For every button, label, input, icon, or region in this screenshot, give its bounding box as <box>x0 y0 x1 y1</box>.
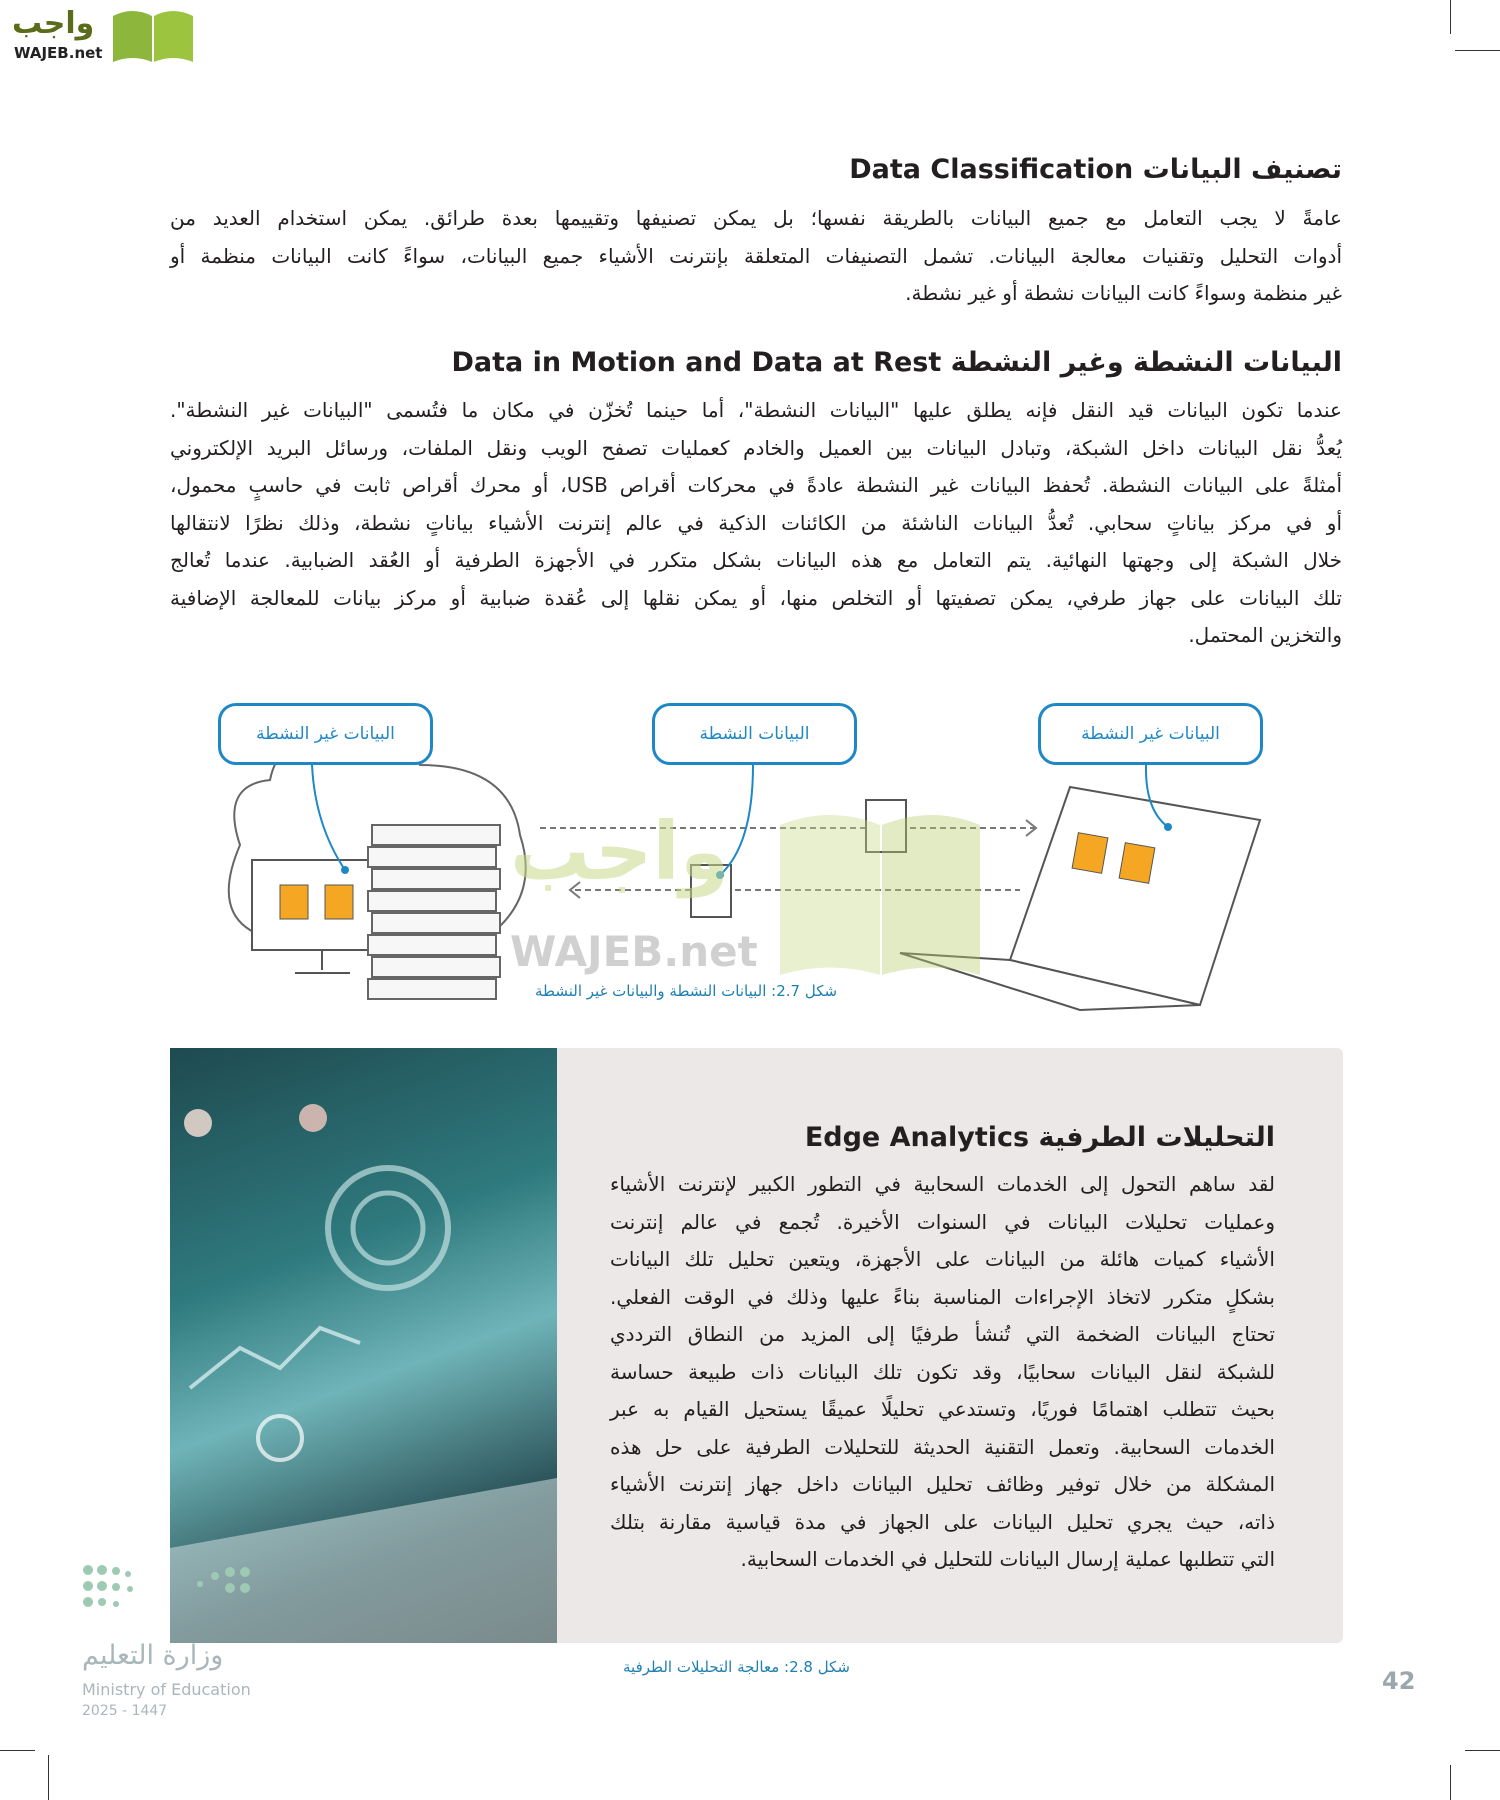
crop-mark <box>48 1755 49 1800</box>
logo-latin: WAJEB.net <box>14 44 103 62</box>
text-line: وعمليات تحليلات البيانات في السنوات الأخيرة. تُجمع في عالم إنترنت <box>610 1209 1275 1234</box>
book-icon <box>108 4 198 66</box>
text-line: بشكلٍ متكرر لاتخاذ الإجراءات المناسبة بناءً عليها وذلك في الوقت الفعلي. <box>610 1284 1275 1309</box>
paragraph-edge-analytics <box>610 1166 1275 1579</box>
crop-mark <box>1465 1750 1500 1751</box>
text-line: المشكلة من خلال توفير وظائف تحليل البيانات داخل جهاز إنترنت الأشياء <box>610 1472 1275 1496</box>
text-line: أو في مركز بياناتٍ سحابي. تُعدُّ البيانات الناشئة من الكائنات الذكية في عالم إنترنت الأشياء بياناتٍ نشطة، وذلك نظرًا لانتقالها <box>170 510 1342 535</box>
academic-year: 2025 - 1447 <box>82 1703 168 1719</box>
edge-analytics-image <box>170 1048 557 1643</box>
text-line: الخدمات السحابية. وتعمل التقنية الحديثة للتحليلات الطرفية على حل هذه <box>610 1434 1275 1459</box>
ministry-arabic-name: وزارة التعليم <box>82 1640 224 1671</box>
text-line: تحتاج البيانات الضخمة التي تُنشأ طرفيًا إلى المزيد من النطاق الترددي <box>610 1322 1275 1346</box>
text-line: أدوات التحليل وتقنيات معالجة البيانات. تشمل التصنيفات المتعلقة بإنترنت الأشياء جميع البيانات، سواءً كانت البيانات منظمة أو <box>170 243 1342 268</box>
text-line: الأشياء كميات هائلة من البيانات على الأجهزة، ويتعين تحليل تلك البيانات <box>610 1247 1275 1271</box>
text-line: لقد ساهم التحول إلى الخدمات السحابية في التطور الكبير لإنترنت الأشياء <box>610 1172 1275 1196</box>
text-line: للشبكة لنقل البيانات سحابيًا، وقد تكون تلك البيانات ذات طبيعة حساسة <box>610 1359 1275 1384</box>
page-number: 42 <box>1382 1667 1416 1695</box>
wajeb-logo[interactable] <box>10 4 190 66</box>
laptop-hands-illustration <box>170 1048 557 1643</box>
logo-arabic: واجب <box>12 6 95 41</box>
text-line: بحيث تتطلب اهتمامًا فوريًا، وتستدعي تحليلًا عميقًا يستحيل القيام به عبر <box>610 1397 1275 1421</box>
label-data-at-rest-cloud: البيانات غير النشطة <box>218 703 433 765</box>
text-line: عندما تكون البيانات قيد النقل فإنه يطلق عليها "البيانات النشطة"، أما حينما تُخزّن في مكان ما فتُسمى "البيانات غير النشطة". <box>170 398 1342 422</box>
text-line: خلال الشبكة إلى وجهتها النهائية. يتم التعامل مع هذه البيانات بشكل متكرر في الأجهزة الطرفية أو العُقد الضبابية. عندما تُعالج <box>170 548 1342 572</box>
figure-caption-2-7: شكل 2.7: البيانات النشطة والبيانات غير النشطة <box>535 982 838 1000</box>
ministry-english-name: Ministry of Education <box>82 1680 251 1699</box>
text-line: ذاته، حيث يجري تحليل البيانات على الجهاز في مدة قياسية مقارنة بتلك <box>610 1509 1275 1534</box>
heading-edge-analytics: التحليلات الطرفية Edge Analytics <box>804 1122 1275 1153</box>
text-line: عامةً لا يجب التعامل مع جميع البيانات بالطريقة نفسها؛ بل يمكن تصنيفها وتقييمها بعدة طرائق. يمكن استخدام العديد من <box>170 206 1342 230</box>
paragraph-data-classification <box>170 200 1342 313</box>
crop-mark <box>1450 1765 1451 1800</box>
crop-mark <box>1450 0 1451 34</box>
text-line: أمثلةً على البيانات النشطة. تُحفظ البيانات غير النشطة عادةً في محركات أقراص USB، أو محرك أقراص ثابت في حاسبٍ محمول، <box>170 473 1342 497</box>
figure-caption-2-8: شكل 2.8: معالجة التحليلات الطرفية <box>623 1658 850 1676</box>
crop-mark <box>1455 50 1500 51</box>
server-stack-icon <box>368 825 500 999</box>
watermark-arabic: واجب <box>510 805 730 898</box>
label-data-in-motion: البيانات النشطة <box>652 703 857 765</box>
crop-mark <box>0 1750 35 1751</box>
text-line: يُعدُّ نقل البيانات داخل الشبكة، وتبادل البيانات بين العميل والخادم كعمليات تصفح الويب ونقل الملفات، ورسائل البريد الإلكتروني <box>170 435 1342 460</box>
figure-data-motion-rest <box>200 695 1280 1015</box>
edge-analytics-box <box>170 1048 1343 1643</box>
paragraph-data-motion-rest <box>170 392 1342 655</box>
text-line: غير منظمة وسواءً كانت البيانات نشطة أو غير نشطة. <box>905 281 1342 305</box>
text-line: والتخزين المحتمل. <box>1188 623 1342 647</box>
watermark-latin: WAJEB.net <box>510 927 758 976</box>
heading-data-motion-rest: البيانات النشطة وغير النشطة Data in Motion and Data at Rest <box>451 347 1342 378</box>
ministry-dots-logo <box>80 1562 270 1622</box>
label-data-at-rest-laptop: البيانات غير النشطة <box>1038 703 1263 765</box>
heading-data-classification: تصنيف البيانات Data Classification <box>849 154 1342 185</box>
text-line: التي تتطلبها عملية إرسال البيانات للتحليل في الخدمات السحابية. <box>740 1547 1275 1571</box>
text-line: تلك البيانات على جهاز طرفي، يمكن تصفيتها أو التخلص منها، أو يمكن نقلها إلى عُقدة ضبابية أو مركز بيانات للمعالجة الإضافية <box>170 585 1342 610</box>
